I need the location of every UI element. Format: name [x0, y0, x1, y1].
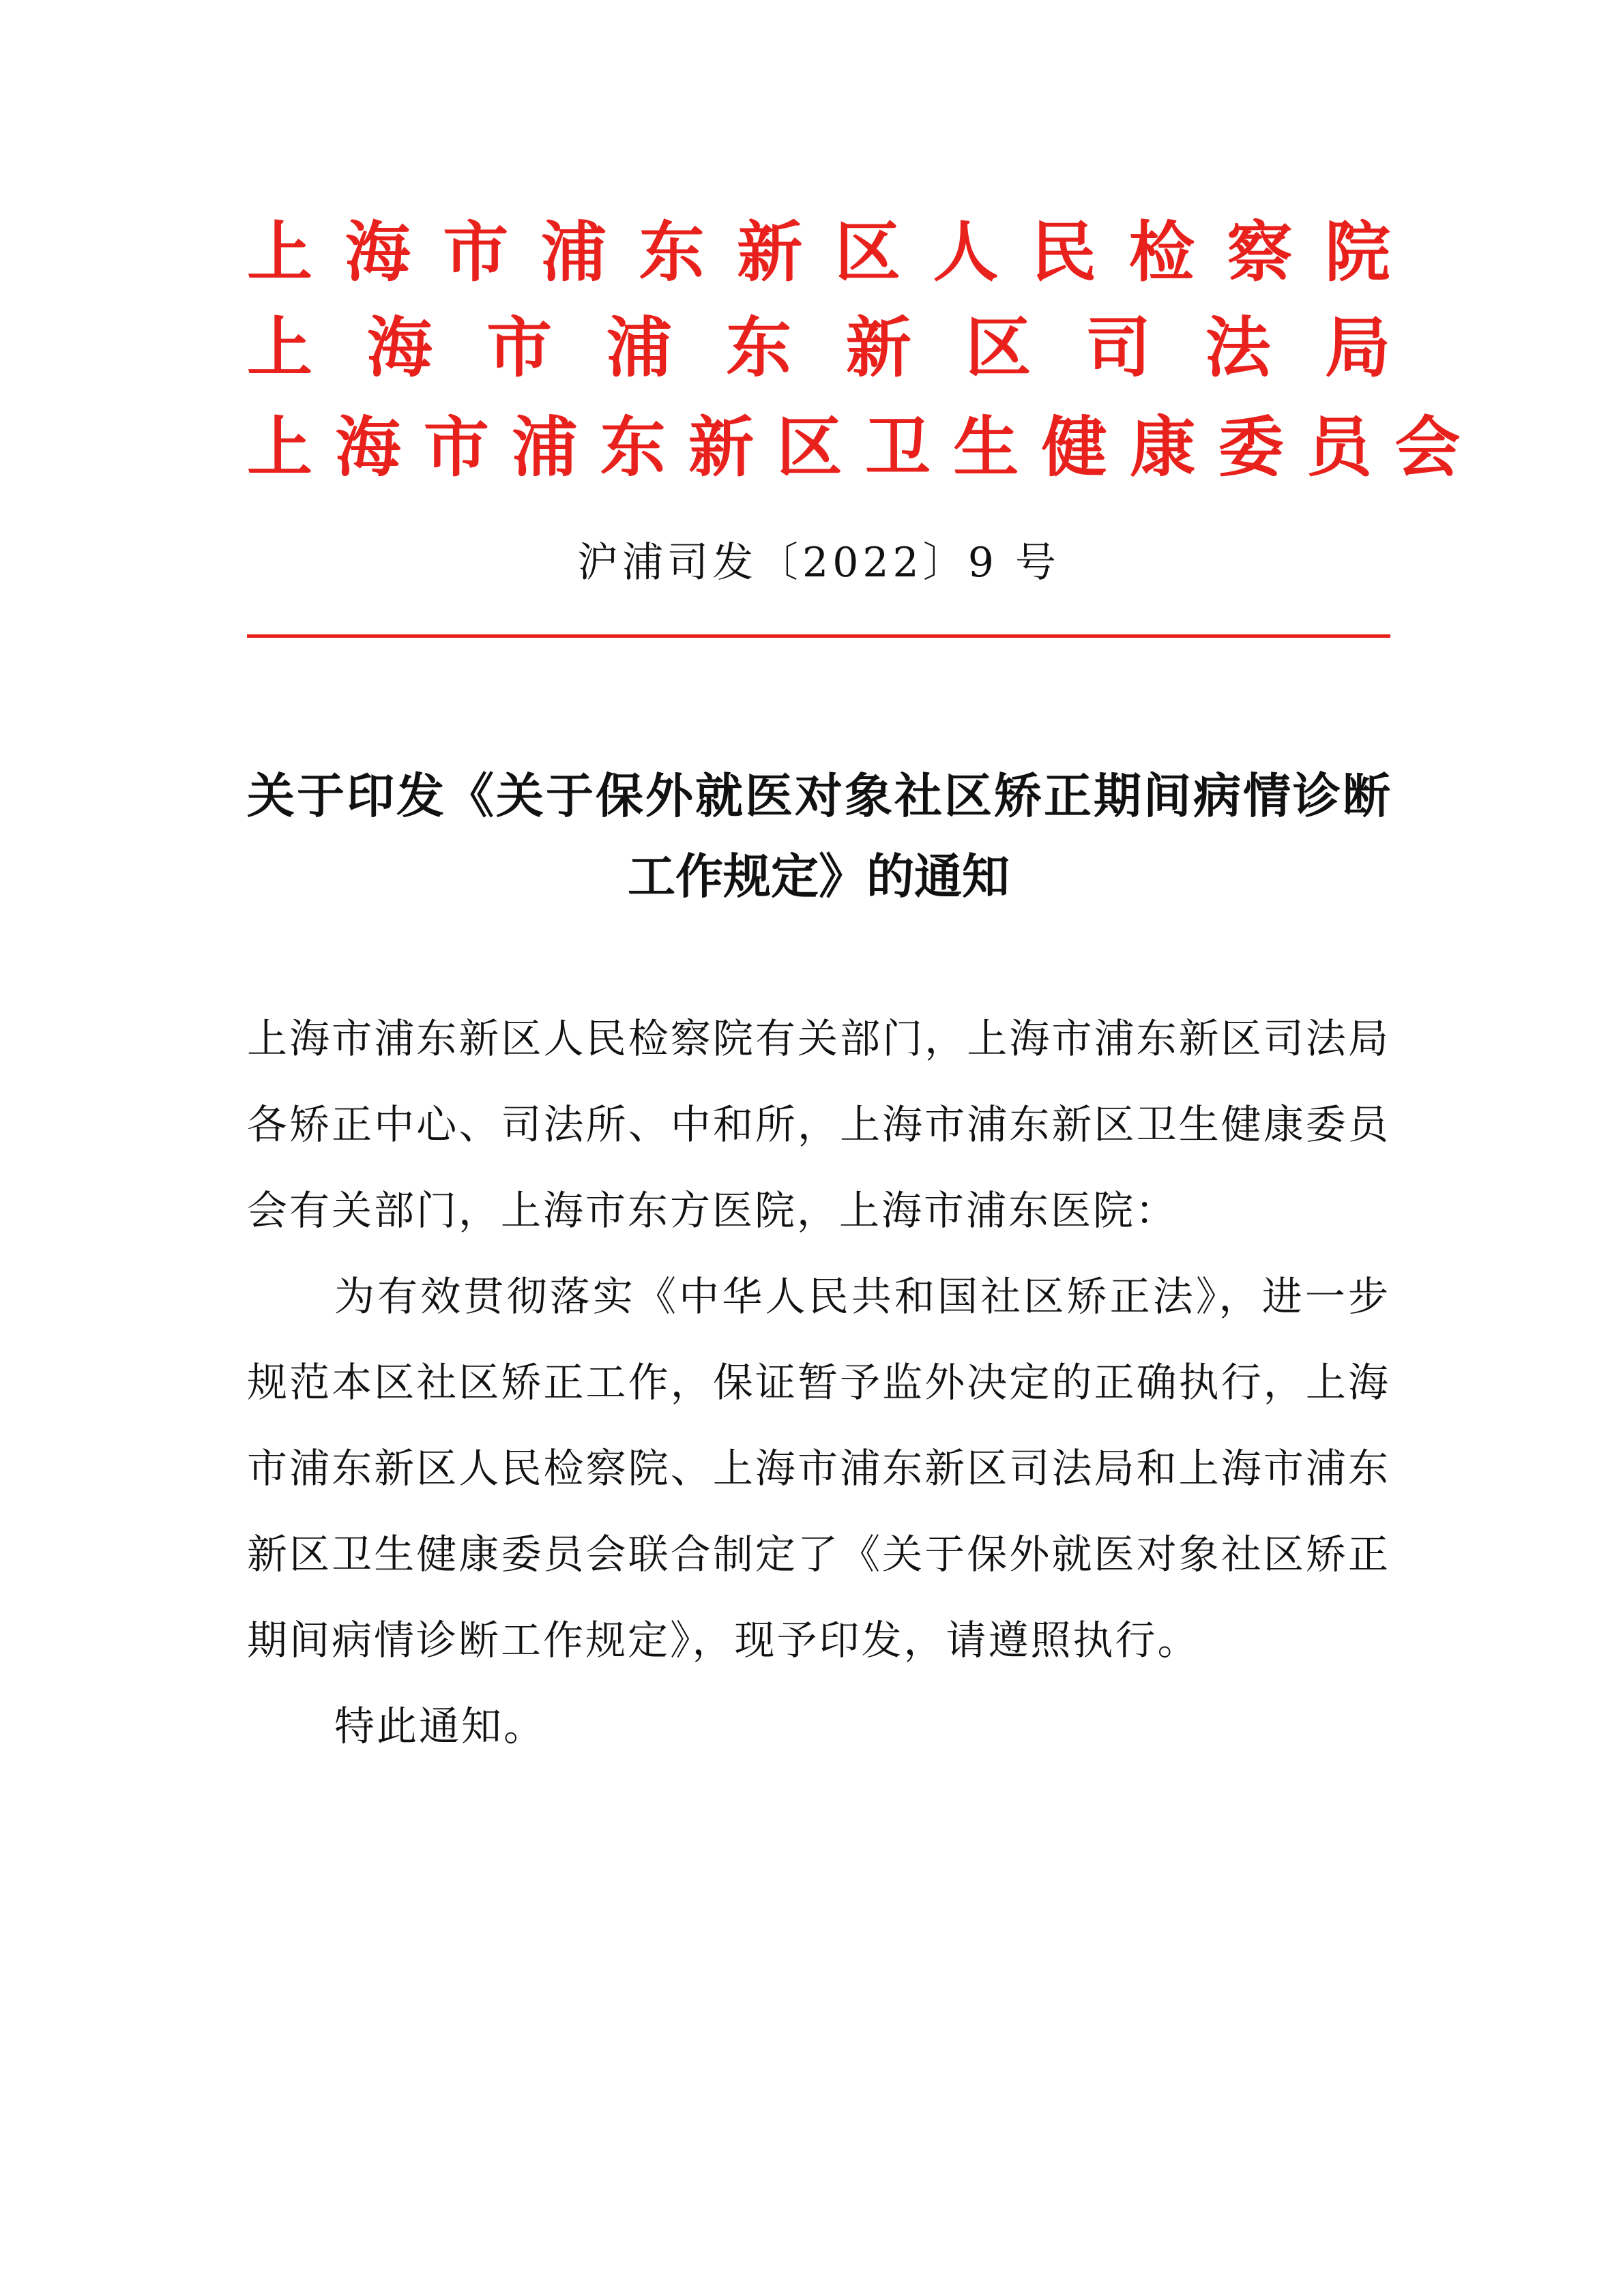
issuer-char: 区: [965, 309, 1032, 386]
issuer-char: 检: [1128, 214, 1195, 291]
issuer-char: 海: [335, 409, 401, 486]
issuer-char: 局: [1325, 309, 1391, 386]
issuer-char: 法: [1205, 309, 1271, 386]
issuer-char: 海: [345, 214, 411, 291]
issuer-char: 察: [1227, 214, 1293, 291]
issuer-char: 健: [1041, 409, 1107, 486]
document-number: 沪浦司发〔2022〕9 号: [577, 539, 1060, 587]
issuer-char: 上: [247, 409, 312, 486]
issuer-char: 康: [1130, 409, 1196, 486]
issuer-char: 新: [688, 409, 755, 486]
issuer-char: 司: [1085, 309, 1151, 386]
notice-title: [247, 756, 1390, 917]
issuer-char: 区: [776, 409, 843, 486]
issuer-char: 区: [834, 214, 901, 291]
notice-title-line-2: 工作规定》的通知: [628, 849, 1010, 904]
issuer-char: 上: [247, 214, 312, 291]
issuer-char: 上: [247, 309, 312, 386]
issuer-char: 会: [1394, 409, 1461, 486]
issuer-char: 市: [443, 214, 509, 291]
issuer-justice-bureau: [247, 300, 1390, 396]
issuer-char: 浦: [606, 309, 672, 386]
issuer-char: 民: [1031, 214, 1097, 291]
issuer-char: 海: [366, 309, 433, 386]
issuer-char: 院: [1325, 214, 1391, 291]
notice-body: [247, 996, 1390, 1769]
notice-title-line-1: 关于印发《关于保外就医对象社区矫正期间病情诊断: [247, 768, 1390, 824]
closing-paragraph: 特此通知。: [334, 1703, 546, 1750]
issuer-char: 委: [1218, 409, 1284, 486]
issuer-char: 东: [726, 309, 792, 386]
body-paragraph: 为有效贯彻落实《中华人民共和国社区矫正法》，进一步规范本区社区矫正工作，保证暂予监外决定的正确执行，上海市浦东新区人民检察院、上海市浦东新区司法局和上海市浦东新区卫生健康委员会联合制定了《关于保外就医对象社区矫正期间病情诊断工作规定》，现予印发，请遵照执行。: [247, 1273, 1390, 1664]
issuer-char: 东: [600, 409, 666, 486]
addressee-paragraph: 上海市浦东新区人民检察院有关部门，上海市浦东新区司法局各矫正中心、司法所、中和所，上海市浦东新区卫生健康委员会有关部门，上海市东方医院，上海市浦东医院：: [247, 1015, 1390, 1234]
issuer-char: 市: [486, 309, 553, 386]
issuer-char: 市: [423, 409, 489, 486]
issuer-char: 新: [845, 309, 911, 386]
issuer-char: 东: [639, 214, 705, 291]
issuer-char: 浦: [512, 409, 578, 486]
issuer-char: 员: [1306, 409, 1373, 486]
red-separator-line: [247, 634, 1390, 638]
issuer-health-commission: [247, 400, 1461, 495]
issuer-char: 新: [737, 214, 803, 291]
issuer-procuratorate: [247, 205, 1390, 300]
issuer-char: 卫: [864, 409, 931, 486]
issuer-char: 生: [953, 409, 1019, 486]
issuer-char: 人: [933, 214, 999, 291]
issuer-char: 浦: [540, 214, 606, 291]
